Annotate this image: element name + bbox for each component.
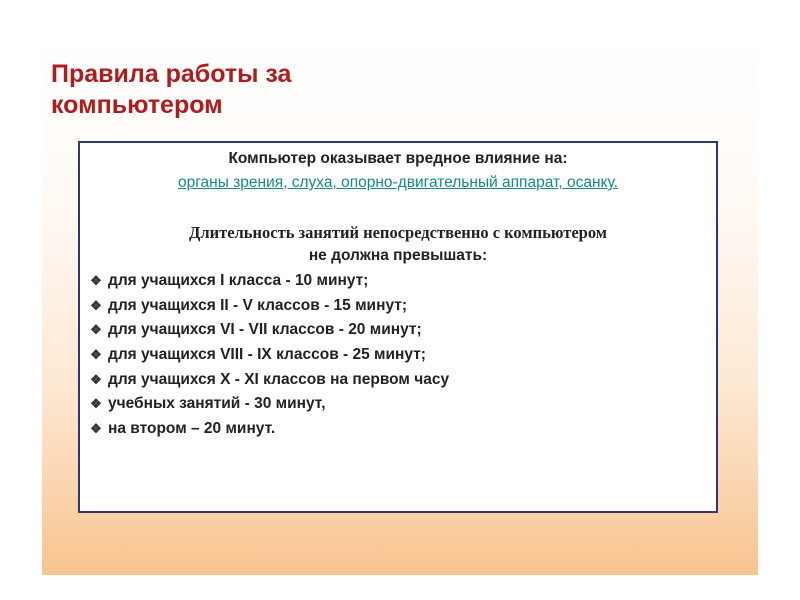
list-item [84,294,449,319]
duration-heading-line-1: Длительность занятий непосредственно с компьютером [188,223,608,242]
diamond-dots-icon: ❖ [90,273,102,289]
list-item-text: для учащихся VIII - IX классов - 25 минут; [108,346,426,364]
list-item [84,343,449,368]
list-item [84,318,449,343]
diamond-dots-icon: ❖ [90,371,102,387]
content-panel [78,141,718,513]
list-item-text: для учащихся II - V классов - 15 минут; [108,296,408,314]
list-item-text: для учащихся VI - VII классов - 20 минут; [108,321,422,339]
list-item [84,269,449,294]
slide-title [51,59,291,121]
duration-list [84,269,449,441]
list-item-text: для учащихся I класса - 10 минут; [108,272,369,290]
list-item-text: учебных занятий - 30 минут, [108,395,326,413]
intro-text: Компьютер оказывает вредное влияние на: [228,150,568,167]
duration-heading-line-2: не должна превышать: [308,247,488,264]
diamond-dots-icon: ❖ [90,420,102,436]
diamond-dots-icon: ❖ [90,297,102,313]
title-line-1: Правила работы за [51,60,292,88]
slide [42,37,758,575]
affected-organs-text: органы зрения, слуха, опорно-двигательный аппарат, осанку. [178,174,618,191]
title-line-2: компьютером [51,91,223,119]
list-item-text: на втором – 20 минут. [108,419,276,437]
diamond-dots-icon: ❖ [90,347,102,363]
diamond-dots-icon: ❖ [90,396,102,412]
list-item-text: для учащихся X - XI классов на первом часу [108,370,450,388]
list-item [84,392,449,417]
list-item [84,367,449,392]
list-item [84,417,449,442]
diamond-dots-icon: ❖ [90,322,102,338]
